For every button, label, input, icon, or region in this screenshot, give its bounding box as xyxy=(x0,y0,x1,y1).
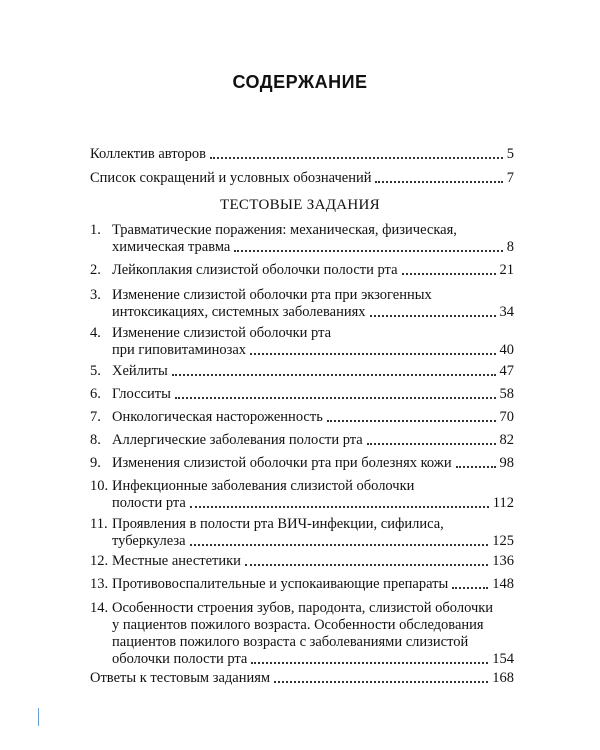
chapter-number: 6. xyxy=(90,386,101,402)
entry-text-line: Особенности строения зубов, пародонта, слизистой оболочки xyxy=(112,600,494,616)
entry-text: Противовоспалительные и успокаивающие препараты xyxy=(112,576,449,592)
entry-text: Лейкоплакия слизистой оболочки полости рта xyxy=(112,262,398,278)
toc-entry-10 xyxy=(90,478,514,512)
page-title: СОДЕРЖАНИЕ xyxy=(232,72,368,92)
entry-page: 34 xyxy=(499,304,514,320)
leader-dots xyxy=(250,353,495,355)
chapter-number: 4. xyxy=(90,325,101,341)
toc-entry-answers xyxy=(90,670,514,687)
toc-entry-11 xyxy=(90,516,514,550)
chapter-number: 9. xyxy=(90,455,101,471)
leader-dots xyxy=(375,181,502,183)
leader-dots xyxy=(234,250,502,252)
section-title: ТЕСТОВЫЕ ЗАДАНИЯ xyxy=(219,197,380,213)
toc-entry-abbreviations xyxy=(90,170,514,187)
toc-entry-2 xyxy=(90,262,514,279)
leader-dots xyxy=(456,466,496,468)
leader-dots xyxy=(452,587,488,589)
entry-text-line: пациентов пожилого возраста с заболеваниями слизистой xyxy=(112,634,469,650)
entry-page: 98 xyxy=(499,455,514,471)
entry-text-line: у пациентов пожилого возраста. Особенности обследования xyxy=(112,617,484,633)
entry-text: Онкологическая настороженность xyxy=(112,409,323,425)
leader-dots xyxy=(402,273,496,275)
toc-entry-12 xyxy=(90,553,514,570)
chapter-number: 11. xyxy=(90,516,108,532)
toc-entry-3 xyxy=(90,287,514,321)
entry-page: 58 xyxy=(499,386,514,402)
toc-entry-13 xyxy=(90,576,514,593)
leader-dots xyxy=(370,315,496,317)
entry-text-line: Изменение слизистой оболочки рта при экзогенных xyxy=(112,287,432,303)
toc-entry-5 xyxy=(90,363,514,380)
entry-text-line: Изменение слизистой оболочки рта xyxy=(112,325,332,341)
leader-dots xyxy=(367,443,496,445)
chapter-number: 14. xyxy=(90,600,109,616)
leader-dots xyxy=(190,544,489,546)
toc-entry-4 xyxy=(90,325,514,359)
chapter-number: 3. xyxy=(90,287,101,303)
entry-page: 21 xyxy=(499,262,514,278)
toc-entry-authors xyxy=(90,146,514,163)
chapter-number: 5. xyxy=(90,363,101,379)
entry-page: 40 xyxy=(499,342,514,358)
entry-text: при гиповитаминозах xyxy=(112,342,247,358)
entry-text-line: Травматические поражения: механическая, физическая, xyxy=(112,222,457,238)
entry-text: химическая травма xyxy=(112,239,231,255)
leader-dots xyxy=(190,506,489,508)
leader-dots xyxy=(210,157,503,159)
chapter-number: 8. xyxy=(90,432,101,448)
chapter-number: 7. xyxy=(90,409,101,425)
entry-page: 47 xyxy=(499,363,514,379)
entry-text: Ответы к тестовым заданиям xyxy=(90,670,271,686)
entry-text: Аллергические заболевания полости рта xyxy=(112,432,363,448)
chapter-number: 1. xyxy=(90,222,101,238)
entry-text: оболочки полости рта xyxy=(112,651,248,667)
entry-page: 8 xyxy=(506,239,514,255)
entry-page: 112 xyxy=(492,495,514,511)
toc-entry-8 xyxy=(90,432,514,449)
entry-page: 125 xyxy=(492,533,514,549)
chapter-number: 13. xyxy=(90,576,109,592)
entry-text-line: Проявления в полости рта ВИЧ-инфекции, сифилиса, xyxy=(112,516,444,532)
entry-page: 5 xyxy=(506,146,514,162)
entry-text: Коллектив авторов xyxy=(90,146,206,162)
entry-text: Список сокращений и условных обозначений xyxy=(90,170,372,186)
toc-entry-14 xyxy=(90,600,514,668)
leader-dots xyxy=(327,420,496,422)
entry-text: Местные анестетики xyxy=(112,553,241,569)
entry-text: Изменения слизистой оболочки рта при болезнях кожи xyxy=(112,455,452,471)
entry-text: полости рта xyxy=(112,495,186,511)
chapter-number: 2. xyxy=(90,262,101,278)
leader-dots xyxy=(172,374,496,376)
toc-entry-7 xyxy=(90,409,514,426)
entry-page: 70 xyxy=(499,409,514,425)
leader-dots xyxy=(274,681,488,683)
entry-page: 154 xyxy=(492,651,514,667)
chapter-number: 12. xyxy=(90,553,109,569)
entry-text: Глосситы xyxy=(112,386,171,402)
toc-entry-1 xyxy=(90,222,514,256)
entry-page: 7 xyxy=(506,170,514,186)
chapter-number: 10. xyxy=(90,478,109,494)
leader-dots xyxy=(245,564,488,566)
leader-dots xyxy=(175,397,496,399)
entry-page: 168 xyxy=(492,670,514,686)
entry-page: 148 xyxy=(492,576,514,592)
entry-text: туберкулеза xyxy=(112,533,186,549)
entry-text: Хейлиты xyxy=(112,363,168,379)
scan-edge-mark xyxy=(38,708,39,726)
toc-entry-9 xyxy=(90,455,514,472)
entry-text: интоксикациях, системных заболеваниях xyxy=(112,304,366,320)
leader-dots xyxy=(251,662,488,664)
entry-page: 82 xyxy=(499,432,514,448)
entry-page: 136 xyxy=(492,553,514,569)
toc-entry-6 xyxy=(90,386,514,403)
entry-text-line: Инфекционные заболевания слизистой оболочки xyxy=(112,478,415,494)
